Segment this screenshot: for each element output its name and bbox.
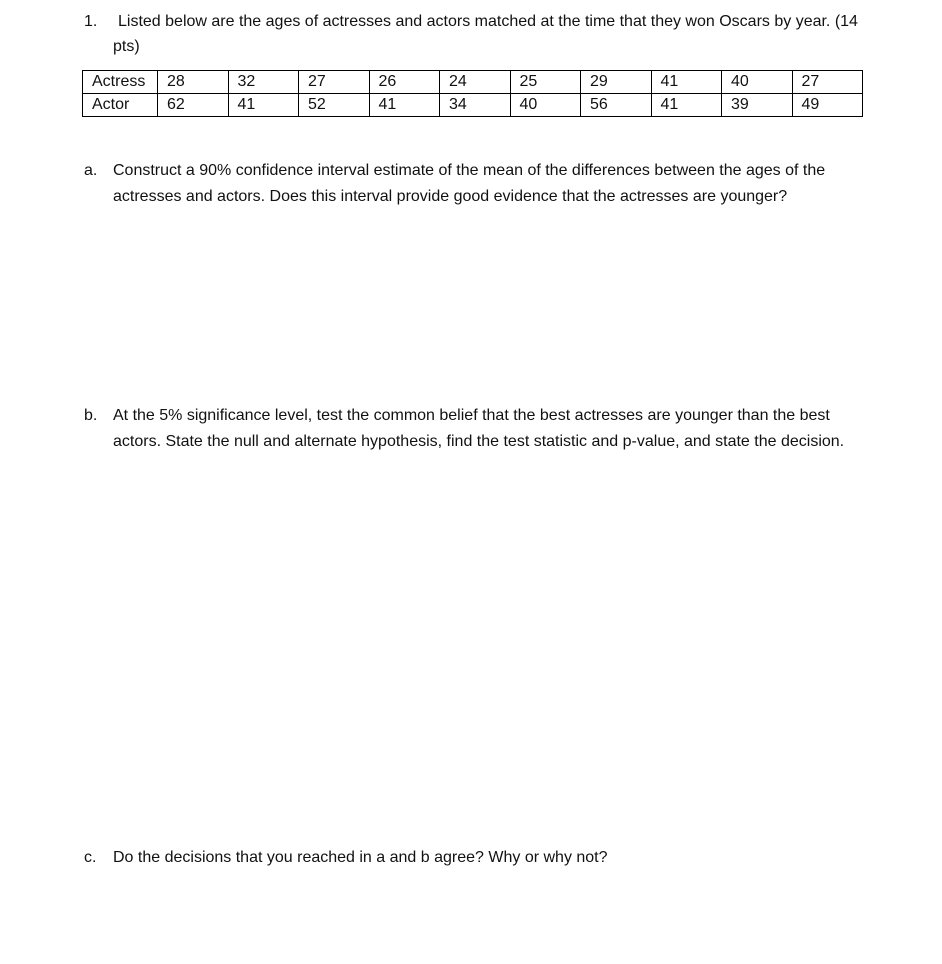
row-label-actor: Actor — [83, 94, 158, 117]
table-cell: 62 — [158, 94, 229, 117]
table-row-actor — [83, 94, 863, 117]
table-cell: 25 — [510, 71, 581, 94]
table-cell: 52 — [299, 94, 370, 117]
table-cell: 26 — [369, 71, 440, 94]
table-cell: 40 — [722, 71, 793, 94]
table-cell: 27 — [299, 71, 370, 94]
table-cell: 41 — [369, 94, 440, 117]
question-text: Listed below are the ages of actresses and actors matched at the time that they won Oscars by year. (14 pts) — [113, 13, 858, 55]
row-label-actress: Actress — [83, 71, 158, 94]
part-a-text: Construct a 90% confidence interval estimate of the mean of the differences between the ages of the actresses and actors. Does this interval provide good evidence that the actresses are younger? — [113, 162, 826, 205]
table-cell: 41 — [651, 94, 722, 117]
table-cell: 27 — [792, 71, 863, 94]
part-c-text: Do the decisions that you reached in a and b agree? Why or why not? — [113, 849, 608, 866]
table-cell: 32 — [228, 71, 299, 94]
table-cell: 24 — [440, 71, 511, 94]
table-cell: 41 — [228, 94, 299, 117]
table-cell: 40 — [510, 94, 581, 117]
part-a-letter: a. — [84, 162, 98, 179]
table-cell: 49 — [792, 94, 863, 117]
table-cell: 34 — [440, 94, 511, 117]
table-cell: 29 — [581, 71, 652, 94]
table-cell: 41 — [651, 71, 722, 94]
ages-table — [82, 70, 863, 117]
question-number: 1. — [84, 13, 98, 30]
part-b-text: At the 5% significance level, test the common belief that the best actresses are younger than the best actors. State the null and alternate hypothesis, find the test statistic and p-value, and state the decision. — [113, 407, 845, 450]
part-c-letter: c. — [84, 849, 97, 866]
part-b-letter: b. — [84, 407, 98, 424]
table-cell: 39 — [722, 94, 793, 117]
table-cell: 56 — [581, 94, 652, 117]
table-row-actress — [83, 71, 863, 94]
table-cell: 28 — [158, 71, 229, 94]
